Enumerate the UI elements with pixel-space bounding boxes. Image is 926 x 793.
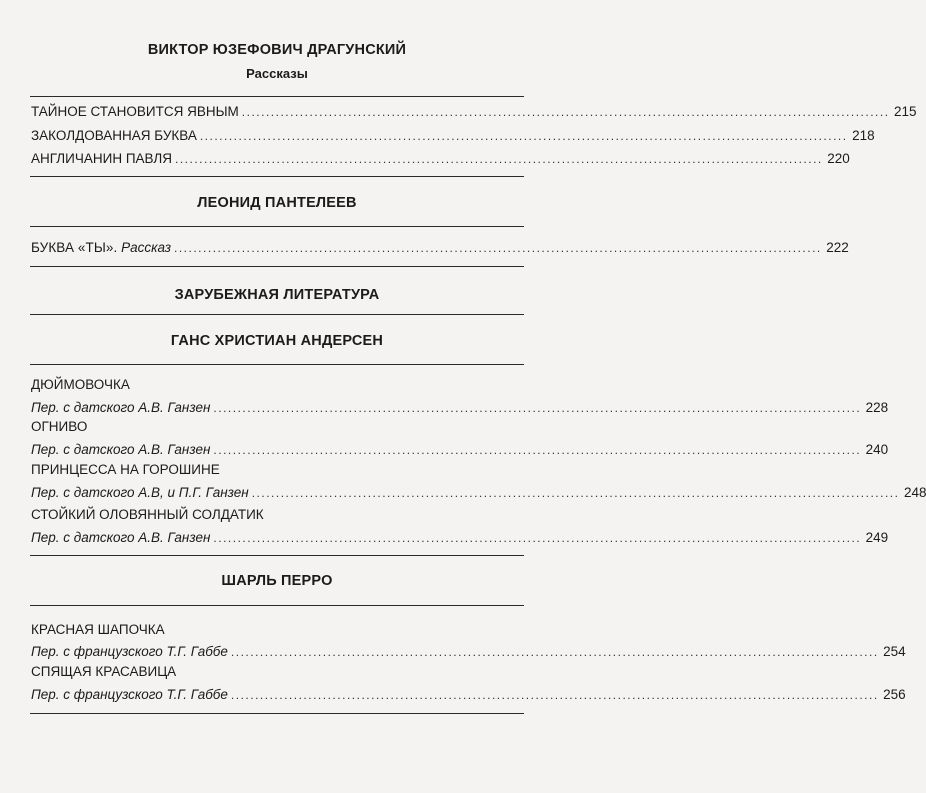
- dot-leader: ......................................................................................................................................: [199, 129, 848, 143]
- toc-entry[interactable]: [31, 128, 875, 146]
- page-number: 228: [865, 400, 889, 415]
- story-title: ОГНИВО: [31, 419, 88, 434]
- entry-title: ТАЙНОЕ СТАНОВИТСЯ ЯВНЫМ: [31, 104, 239, 119]
- toc-entry[interactable]: [31, 644, 906, 662]
- divider: [30, 314, 524, 315]
- subtitle-stories: Рассказы: [246, 66, 308, 81]
- entry-title: ЗАКОЛДОВАННАЯ БУКВА: [31, 128, 197, 143]
- translator-note: Пер. с датского А.В. Ганзен: [31, 400, 211, 415]
- story-title: ДЮЙМОВОЧКА: [31, 377, 130, 392]
- dot-leader: ......................................................................................................................................: [213, 401, 862, 415]
- divider: [30, 96, 524, 97]
- author-heading-andersen: ГАНС ХРИСТИАН АНДЕРСЕН: [170, 333, 384, 349]
- divider: [30, 555, 524, 556]
- author-heading-perrault: ШАРЛЬ ПЕРРО: [221, 573, 333, 589]
- toc-entry[interactable]: [31, 400, 889, 418]
- page-number: 256: [883, 687, 906, 702]
- toc-entry[interactable]: [31, 151, 850, 169]
- entry-genre: Рассказ: [121, 240, 172, 255]
- toc-entry[interactable]: [31, 240, 849, 258]
- dot-leader: ......................................................................................................................................: [241, 105, 890, 119]
- divider: [30, 605, 524, 606]
- story-title: КРАСНАЯ ШАПОЧКА: [31, 622, 165, 637]
- dot-leader: ......................................................................................................................................: [251, 486, 900, 500]
- author-heading-dragunsky: ВИКТОР ЮЗЕФОВИЧ ДРАГУНСКИЙ: [147, 42, 407, 58]
- story-title: ПРИНЦЕССА НА ГОРОШИНЕ: [31, 462, 220, 477]
- divider: [30, 226, 524, 227]
- page-number: 215: [894, 104, 917, 119]
- toc-entry[interactable]: [31, 442, 889, 460]
- page-number: 248: [903, 485, 926, 500]
- dot-leader: ......................................................................................................................................: [213, 443, 862, 457]
- divider: [30, 364, 524, 365]
- dot-leader: ......................................................................................................................................: [213, 531, 862, 545]
- story-title: СПЯЩАЯ КРАСАВИЦА: [31, 664, 177, 679]
- page-number: 249: [865, 530, 889, 545]
- page-number: 240: [865, 442, 889, 457]
- page-number: 220: [827, 151, 850, 166]
- author-heading-panteleev: ЛЕОНИД ПАНТЕЛЕЕВ: [197, 195, 357, 211]
- translator-note: Пер. с французского Т.Г. Габбе: [31, 644, 228, 659]
- toc-entry[interactable]: [31, 530, 889, 548]
- divider: [30, 176, 524, 177]
- dot-leader: ......................................................................................................................................: [175, 152, 823, 166]
- divider: [30, 713, 524, 714]
- divider: [30, 266, 524, 267]
- translator-note: Пер. с датского А.В. Ганзен: [31, 530, 211, 545]
- story-title: СТОЙКИЙ ОЛОВЯННЫЙ СОЛДАТИК: [31, 507, 264, 522]
- page-number: 218: [852, 128, 875, 143]
- dot-leader: ......................................................................................................................................: [230, 688, 879, 702]
- toc-entry[interactable]: [31, 485, 926, 503]
- entry-title: АНГЛИЧАНИН ПАВЛЯ: [31, 151, 172, 166]
- dot-leader: ......................................................................................................................................: [174, 241, 822, 255]
- page-number: 254: [883, 644, 906, 659]
- dot-leader: ......................................................................................................................................: [230, 645, 879, 659]
- page-number: 222: [826, 240, 849, 255]
- entry-title: БУКВА «ТЫ». Рассказ: [31, 240, 172, 255]
- translator-note: Пер. с французского Т.Г. Габбе: [31, 687, 228, 702]
- toc-entry[interactable]: [31, 104, 917, 122]
- translator-note: Пер. с датского А.В, и П.Г. Ганзен: [31, 485, 249, 500]
- toc-entry[interactable]: [31, 687, 906, 705]
- section-heading-foreign: ЗАРУБЕЖНАЯ ЛИТЕРАТУРА: [174, 287, 380, 303]
- translator-note: Пер. с датского А.В. Ганзен: [31, 442, 211, 457]
